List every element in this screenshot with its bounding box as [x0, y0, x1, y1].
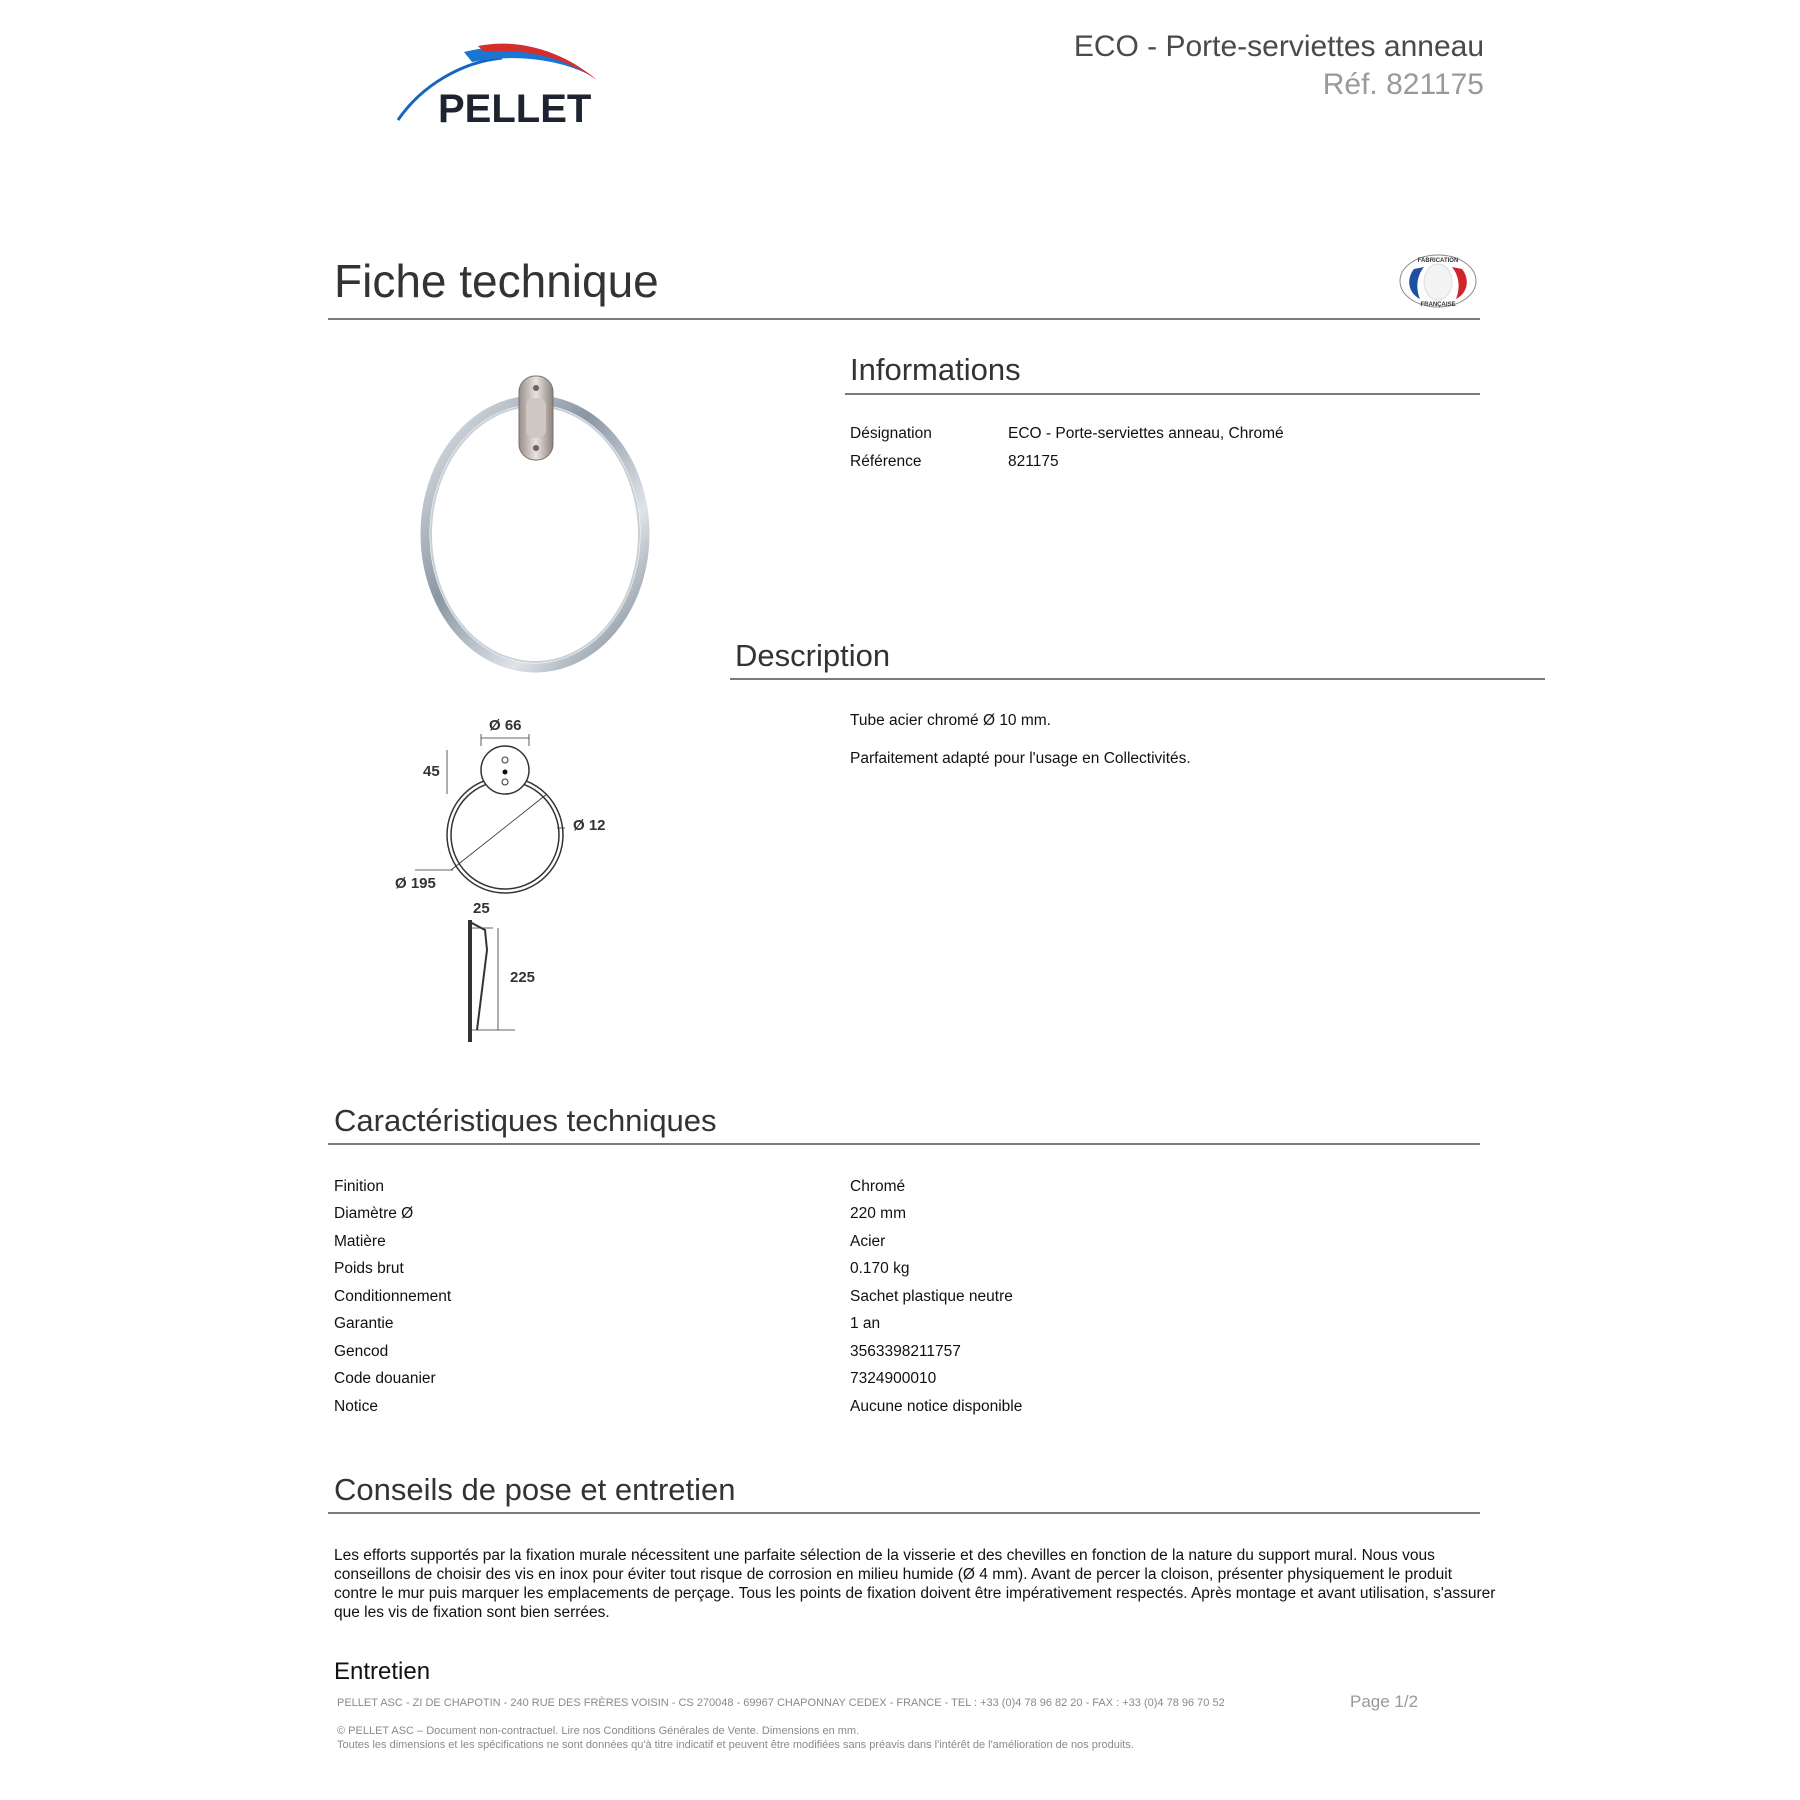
conseils-line: que les vis de fixation sont bien serrées. [334, 1604, 610, 1621]
caracteristiques-title: Caractéristiques techniques [334, 1103, 717, 1138]
spec-label: Finition [334, 1178, 384, 1195]
conseils-line: contre le mur puis marquer les emplacements de perçage. Tous les points de fixation doivent être impérativement respectés. Après montage et avant utilisation, s'assurer [334, 1585, 1496, 1602]
spec-value: Acier [850, 1233, 886, 1250]
spec-value: Aucune notice disponible [850, 1398, 1023, 1415]
spec-label: Garantie [334, 1315, 394, 1332]
page-number: Page 1/2 [1350, 1692, 1419, 1711]
title-divider [328, 318, 1480, 320]
conseils-title: Conseils de pose et entretien [334, 1472, 736, 1507]
spec-label: Matière [334, 1233, 386, 1250]
info-label: Désignation [850, 425, 932, 442]
product-photo [360, 354, 705, 694]
product-reference: Réf. 821175 [1322, 68, 1484, 101]
spec-value: 220 mm [850, 1205, 906, 1222]
badge-bottom-text: FRANÇAISE [1420, 302, 1456, 308]
conseils-divider [328, 1512, 1480, 1514]
footer-disclaimer: Toutes les dimensions et les spécifications ne sont données qu'à titre indicatif et peuvent être modifiées sans préavis dans l'intérêt de l'amélioration de nos produits. [337, 1739, 1134, 1751]
spec-label: Code douanier [334, 1370, 436, 1387]
pellet-logo [392, 40, 642, 130]
pellet-logo-icon [392, 40, 642, 130]
brand-name: PELLET [438, 87, 592, 130]
spec-label: Notice [334, 1398, 378, 1415]
spec-value: 1 an [850, 1315, 881, 1332]
spec-value: Chromé [850, 1178, 906, 1195]
dim-h225: 225 [510, 969, 536, 986]
info-value: 821175 [1008, 453, 1059, 470]
spec-label: Diamètre Ø [334, 1205, 414, 1222]
technical-drawing [385, 710, 635, 1050]
dim-h45: 45 [423, 763, 440, 780]
description-line: Parfaitement adapté pour l'usage en Collectivités. [850, 750, 1191, 767]
dimension-drawing-icon [385, 710, 635, 1050]
informations-title: Informations [850, 352, 1021, 387]
informations-divider [845, 393, 1480, 395]
dim-d66: Ø 66 [489, 717, 522, 734]
info-label: Référence [850, 453, 922, 470]
spec-value: Sachet plastique neutre [850, 1288, 1013, 1305]
conseils-line: conseillons de choisir des vis en inox pour éviter tout risque de corrosion en milieu humide (Ø 4 mm). Avant de percer la cloison, présenter physiquement le produit [334, 1566, 1453, 1583]
towel-ring-icon [360, 354, 705, 694]
footer-copyright: © PELLET ASC – Document non-contractuel. Lire nos Conditions Générales de Vente. Dimensions en mm. [337, 1725, 860, 1737]
badge-top-text: FABRICATION [1417, 258, 1459, 264]
fabrication-francaise-badge [1398, 253, 1478, 309]
description-line: Tube acier chromé Ø 10 mm. [850, 712, 1051, 729]
conseils-line: Les efforts supportés par la fixation murale nécessitent une parfaite sélection de la visserie et des chevilles en fonction de la nature du support mural. Nous vous [334, 1547, 1435, 1564]
info-value: ECO - Porte-serviettes anneau, Chromé [1008, 425, 1284, 442]
dim-d195: Ø 195 [395, 875, 436, 892]
description-divider [730, 678, 1545, 680]
french-flag-icon [1398, 253, 1478, 309]
spec-label: Gencod [334, 1343, 389, 1360]
spec-value: 7324900010 [850, 1370, 937, 1387]
page-title: Fiche technique [334, 255, 659, 307]
entretien-title: Entretien [334, 1658, 431, 1685]
description-title: Description [735, 638, 891, 673]
spec-label: Conditionnement [334, 1288, 452, 1305]
product-title: ECO - Porte-serviettes anneau [1073, 30, 1484, 63]
spec-label: Poids brut [334, 1260, 404, 1277]
spec-value: 0.170 kg [850, 1260, 910, 1277]
dim-d12: Ø 12 [573, 817, 606, 834]
spec-value: 3563398211757 [850, 1343, 961, 1360]
dim-w25: 25 [473, 900, 490, 917]
caracteristiques-divider [328, 1143, 1480, 1145]
footer-address: PELLET ASC - ZI DE CHAPOTIN - 240 RUE DES FRÈRES VOISIN - CS 270048 - 69967 CHAPONNAY CEDEX - FRANCE - TEL : +33 (0)4 78 96 82 20 - FAX : +33 (0)4 78 96 70 52 [337, 1697, 1225, 1709]
